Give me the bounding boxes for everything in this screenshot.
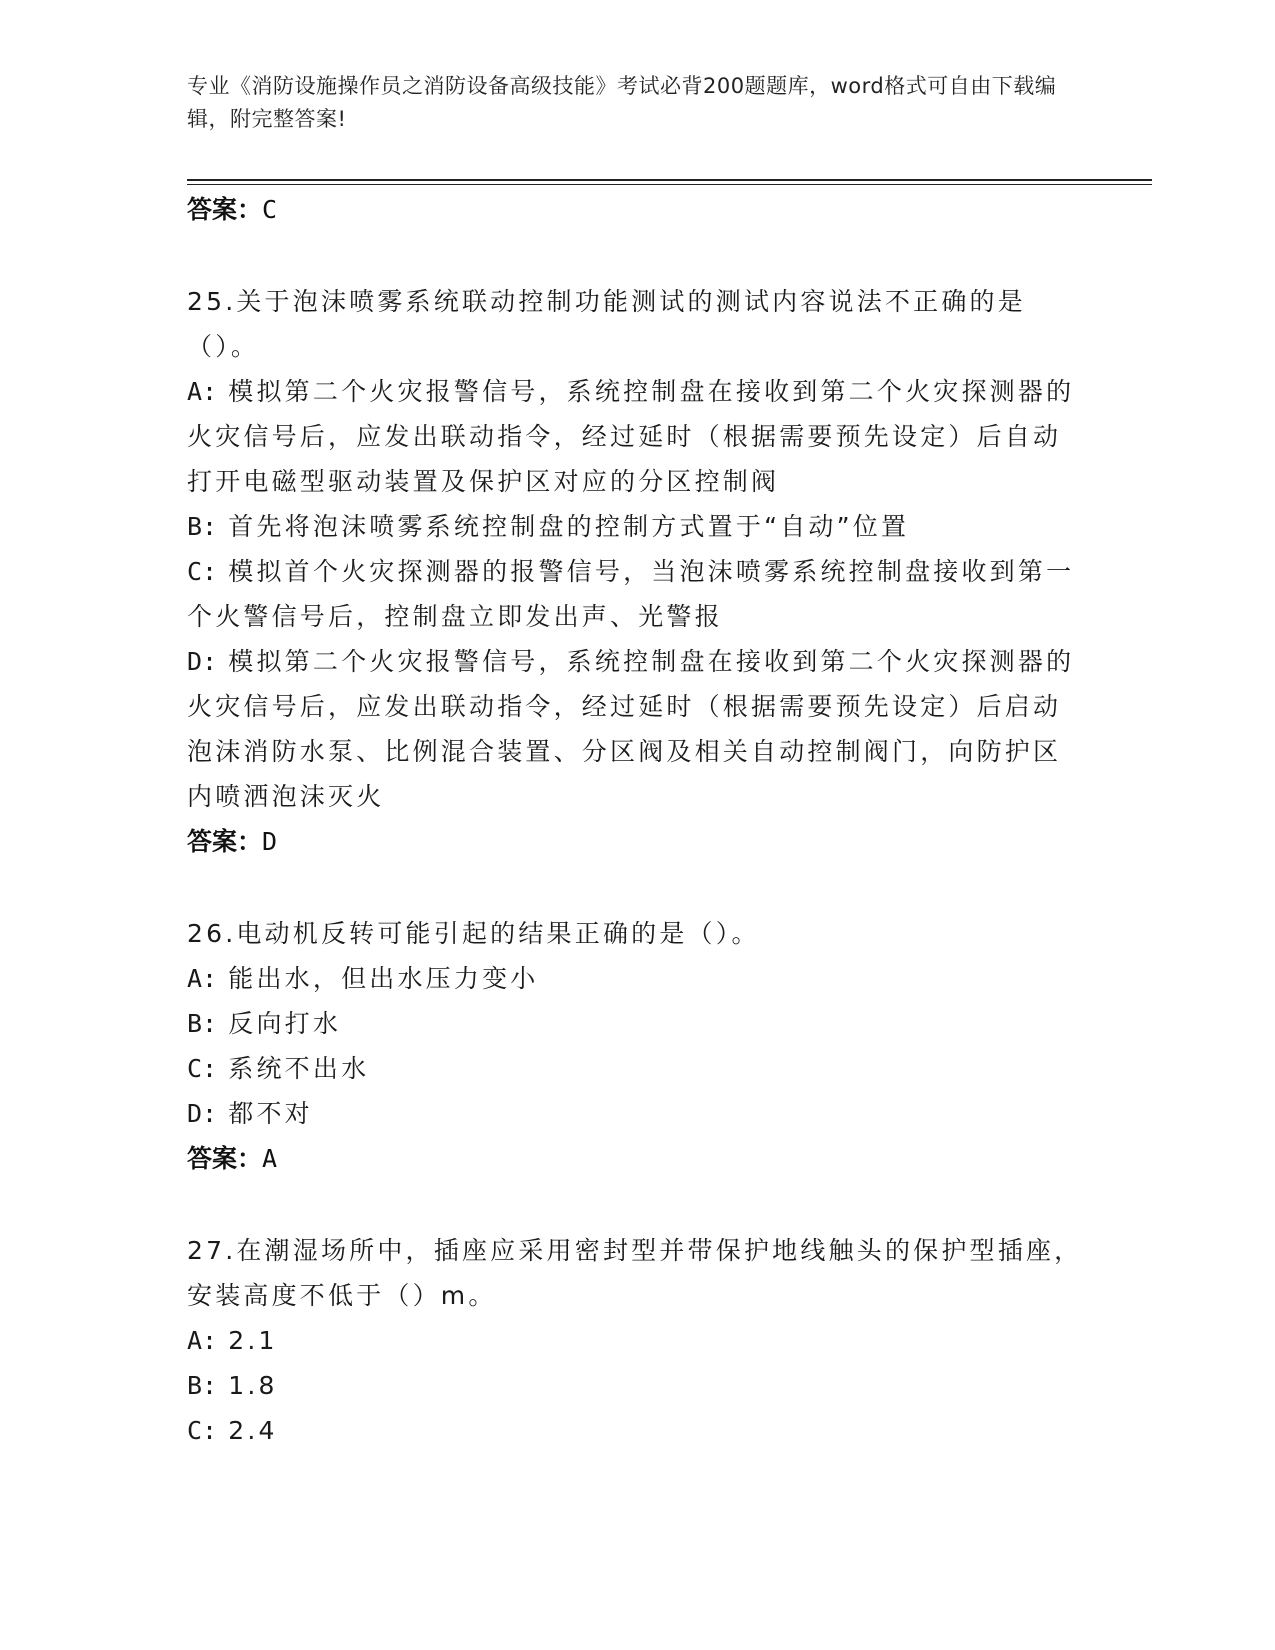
- answer-label: 答案：: [187, 1144, 263, 1173]
- option-letter: A:: [187, 377, 218, 406]
- option-a: [187, 369, 1087, 504]
- question-stem: 27.在潮湿场所中，插座应采用密封型并带保护地线触头的保护型插座，安装高度不低于（）m。: [187, 1236, 1083, 1310]
- option-text: 系统不出水: [228, 1054, 370, 1083]
- answer-line-q24: [187, 187, 1087, 233]
- question-block-25: [187, 279, 1087, 819]
- header-text: 专业《消防设施操作员之消防设备高级技能》考试必背200题题库，word格式可自由下载编辑，附完整答案!: [187, 74, 1057, 131]
- answer-line-q25: [187, 819, 1087, 865]
- option-a: [187, 956, 1087, 1001]
- option-letter: A:: [187, 964, 218, 993]
- option-text: 模拟首个火灾探测器的报警信号，当泡沫喷雾系统控制盘接收到第一个火警信号后，控制盘立即发出声、光警报: [187, 557, 1075, 631]
- question-stem: 25.关于泡沫喷雾系统联动控制功能测试的测试内容说法不正确的是（）。: [187, 287, 1026, 361]
- option-b: [187, 504, 1087, 549]
- option-letter: B:: [187, 1009, 218, 1038]
- option-letter: C:: [187, 1416, 218, 1445]
- option-text: 能出水，但出水压力变小: [228, 964, 539, 993]
- option-c: [187, 1046, 1087, 1091]
- option-letter: C:: [187, 557, 218, 586]
- answer-label: 答案：: [187, 827, 263, 856]
- option-c: [187, 549, 1087, 639]
- question-block-26: [187, 911, 1087, 1136]
- option-text: 首先将泡沫喷雾系统控制盘的控制方式置于“自动”位置: [228, 512, 910, 541]
- option-letter: D:: [187, 1099, 218, 1128]
- option-d: [187, 639, 1087, 819]
- option-letter: B:: [187, 512, 218, 541]
- answer-line-q26: [187, 1136, 1087, 1182]
- header-divider-thick: [187, 179, 1152, 181]
- option-a: [187, 1318, 1087, 1363]
- option-c: [187, 1408, 1087, 1453]
- answer-value: D: [262, 827, 278, 856]
- option-d: [187, 1091, 1087, 1136]
- header-divider-thin: [187, 184, 1152, 185]
- option-text: 反向打水: [228, 1009, 342, 1038]
- answer-value: A: [262, 1144, 278, 1173]
- option-text: 模拟第二个火灾报警信号，系统控制盘在接收到第二个火灾探测器的火灾信号后，应发出联动指令，经过延时（根据需要预先设定）后自动打开电磁型驱动装置及保护区对应的分区控制阀: [187, 377, 1075, 496]
- question-stem: 26.电动机反转可能引起的结果正确的是（）。: [187, 919, 760, 948]
- option-text: 模拟第二个火灾报警信号，系统控制盘在接收到第二个火灾探测器的火灾信号后，应发出联动指令，经过延时（根据需要预先设定）后启动泡沫消防水泵、比例混合装置、分区阀及相关自动控制阀门，向防护区内喷洒泡沫灭火: [187, 647, 1075, 811]
- option-b: [187, 1363, 1087, 1408]
- question-block-27: [187, 1228, 1087, 1453]
- option-letter: B:: [187, 1371, 218, 1400]
- question-list: [187, 187, 1087, 1453]
- option-text: 2.1: [228, 1326, 278, 1355]
- option-text: 1.8: [228, 1371, 278, 1400]
- option-letter: A:: [187, 1326, 218, 1355]
- answer-value: C: [262, 195, 278, 224]
- answer-label: 答案：: [187, 195, 263, 224]
- option-letter: D:: [187, 647, 218, 676]
- option-b: [187, 1001, 1087, 1046]
- document-header: [187, 70, 1067, 136]
- option-text: 都不对: [228, 1099, 313, 1128]
- option-letter: C:: [187, 1054, 218, 1083]
- option-text: 2.4: [228, 1416, 278, 1445]
